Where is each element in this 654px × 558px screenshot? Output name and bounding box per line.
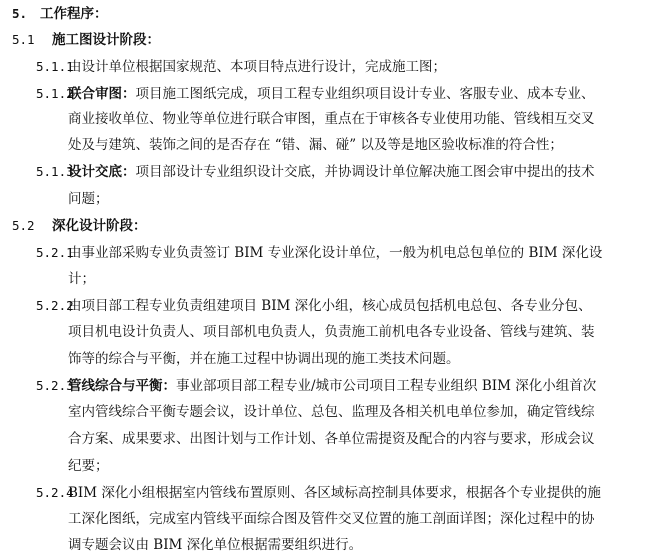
item-continuation-line: 项目机电设计负责人、项目部机电负责人，负责施工前机电各专业设备、管线与建筑、装	[68, 324, 595, 340]
item-text-line: 由设计单位根据国家规范、本项目特点进行设计，完成施工图；	[68, 59, 446, 75]
item-continuation-line: 纪要；	[68, 458, 109, 474]
item-5-2-2	[36, 297, 592, 315]
item-5-2-4	[36, 484, 601, 502]
item-continuation-line: 处及与建筑、装饰之间的是否存在 “错、漏、碰” 以及等是地区验收标准的符合性；	[68, 137, 563, 153]
item-number: 5.2.1	[36, 245, 74, 260]
item-lead: 设计交底：	[68, 164, 136, 180]
section-title: 工作程序：	[40, 6, 108, 22]
item-number: 5.2.2	[36, 298, 74, 313]
item-5-1-2	[36, 85, 595, 103]
item-text-line: 项目施工图纸完成，项目工程专业组织项目设计专业、客服专业、成本专业、	[135, 86, 595, 102]
item-number: 5.1.1	[36, 59, 74, 74]
item-lead: 管线综合与平衡：	[68, 378, 176, 394]
item-text-line: 项目部设计专业组织设计交底，并协调设计单位解决施工图会审中提出的技术	[135, 164, 595, 180]
item-text-line: 由项目部工程专业负责组建项目 BIM 深化小组，核心成员包括机电总包、各专业分包、	[68, 298, 592, 314]
item-number: 5.2.3	[36, 378, 74, 393]
item-5-2-1	[36, 244, 602, 262]
subsection-title: 施工图设计阶段：	[52, 32, 160, 48]
item-continuation-line: 合方案、成果要求、出图计划与工作计划、各单位需提资及配合的内容与要求，形成会议	[68, 431, 595, 447]
item-text-line: 由事业部采购专业负责签订 BIM 专业深化设计单位，一般为机电总包单位的 BIM 深化设	[68, 245, 603, 261]
subsection-heading-5-2	[12, 217, 147, 235]
section-heading	[12, 5, 108, 23]
item-text-line: BIM 深化小组根据室内管线布置原则、各区域标高控制具体要求，根据各个专业提供的施	[68, 485, 601, 501]
item-text-line: 事业部项目部工程专业/城市公司项目工程专业组织 BIM 深化小组首次	[176, 378, 597, 394]
section-number: 5.	[12, 6, 28, 21]
item-5-1-1	[36, 58, 446, 76]
item-continuation-line: 室内管线综合平衡专题会议，设计单位、总包、监理及各相关机电单位参加，确定管线综	[68, 404, 595, 420]
item-continuation-line: 饰等的综合与平衡，并在施工过程中协调出现的施工类技术问题。	[68, 351, 460, 367]
subsection-number: 5.1	[12, 32, 35, 47]
item-number: 5.2.4	[36, 485, 74, 500]
subsection-title: 深化设计阶段：	[52, 218, 147, 234]
item-continuation-line: 商业接收单位、物业等单位进行联合审图，重点在于审核各专业使用功能、管线相互交叉	[68, 111, 595, 127]
item-continuation-line: 问题；	[68, 191, 109, 207]
item-continuation-line: 计；	[68, 271, 95, 287]
item-lead: 联合审图：	[68, 86, 136, 102]
item-number: 5.1.3	[36, 164, 74, 179]
subsection-heading-5-1	[12, 31, 160, 49]
item-continuation-line: 工深化图纸，完成室内管线平面综合图及管件交叉位置的施工剖面详图；深化过程中的协	[68, 511, 595, 527]
subsection-number: 5.2	[12, 218, 35, 233]
item-continuation-line: 调专题会议由 BIM 深化单位根据需要组织进行。	[68, 537, 363, 553]
item-number: 5.1.2	[36, 86, 74, 101]
item-5-2-3	[36, 377, 596, 395]
item-5-1-3	[36, 163, 595, 181]
